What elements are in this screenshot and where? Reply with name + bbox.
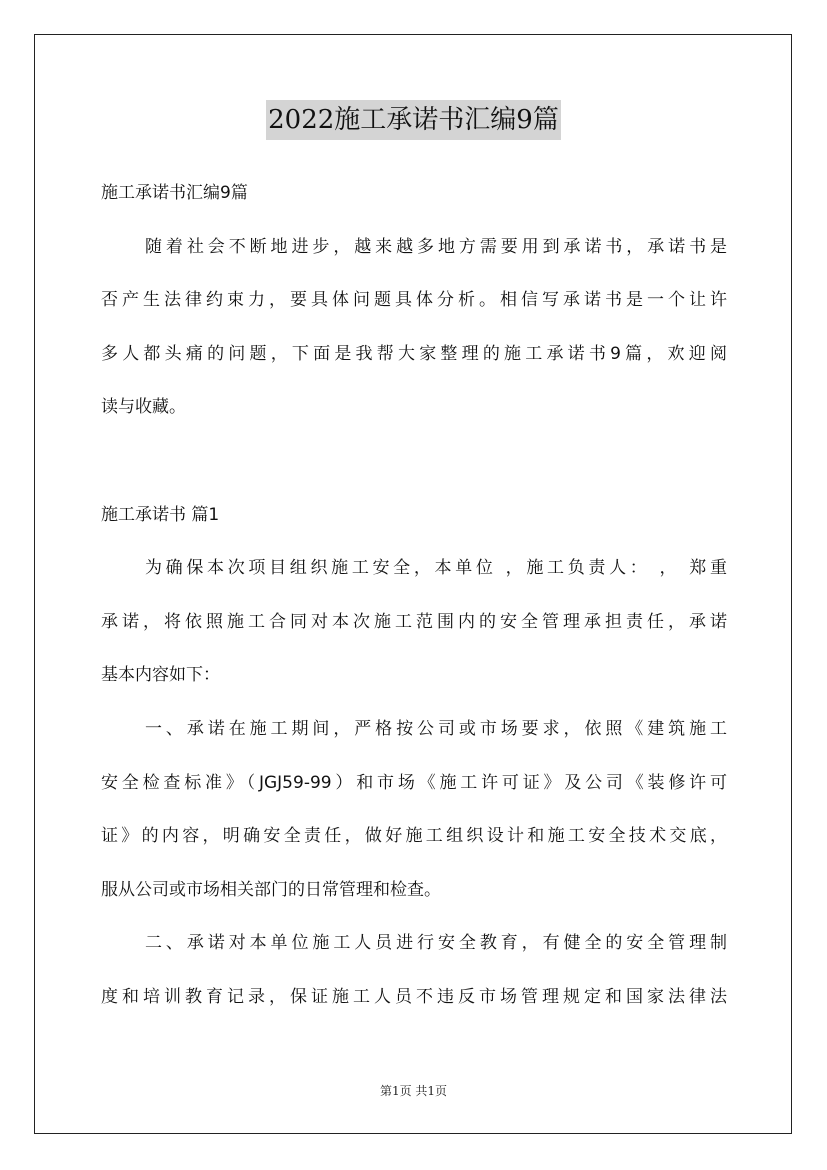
blank-line: [101, 438, 727, 492]
document-title: [0, 100, 827, 140]
document-title-text: 2022施工承诺书汇编9篇: [266, 100, 561, 140]
paragraph-line: 为确保本次项目组织施工安全，本单位 ，施工负责人： ， 郑重: [145, 558, 727, 579]
paragraph-line: 基本内容如下：: [101, 665, 220, 686]
paragraph-line: 随着社会不断地进步，越来越多地方需要用到承诺书，承诺书是: [145, 236, 727, 257]
paragraph-line: 安全检查标准》（JGJ59-99）和市场《施工许可证》及公司《装修许可: [101, 772, 727, 793]
paragraph-line: 度和培训教育记录，保证施工人员不违反市场管理规定和国家法律法: [101, 986, 727, 1007]
paragraph-line: 承诺，将依照施工合同对本次施工范围内的安全管理承担责任，承诺: [101, 611, 727, 632]
paragraph-line: 服从公司或市场相关部门的日常管理和检查。: [101, 879, 441, 900]
paragraph-line: 否产生法律约束力，要具体问题具体分析。相信写承诺书是一个让许: [101, 290, 727, 311]
paragraph-line: 多人都头痛的问题，下面是我帮大家整理的施工承诺书9篇，欢迎阅: [101, 343, 727, 364]
page-footer: 第1页 共1页: [379, 1084, 448, 1098]
section-heading: 施工承诺书 篇1: [101, 504, 220, 525]
paragraph-line: 证》的内容，明确安全责任，做好施工组织设计和施工安全技术交底，: [101, 826, 727, 847]
paragraph-line: 二、承诺对本单位施工人员进行安全教育，有健全的安全管理制: [145, 933, 727, 954]
document-body: [101, 170, 727, 1028]
paragraph-line: 一、承诺在施工期间，严格按公司或市场要求，依照《建筑施工: [145, 718, 727, 739]
section-heading: 施工承诺书汇编9篇: [101, 183, 248, 203]
paragraph-line: 读与收藏。: [101, 397, 186, 418]
